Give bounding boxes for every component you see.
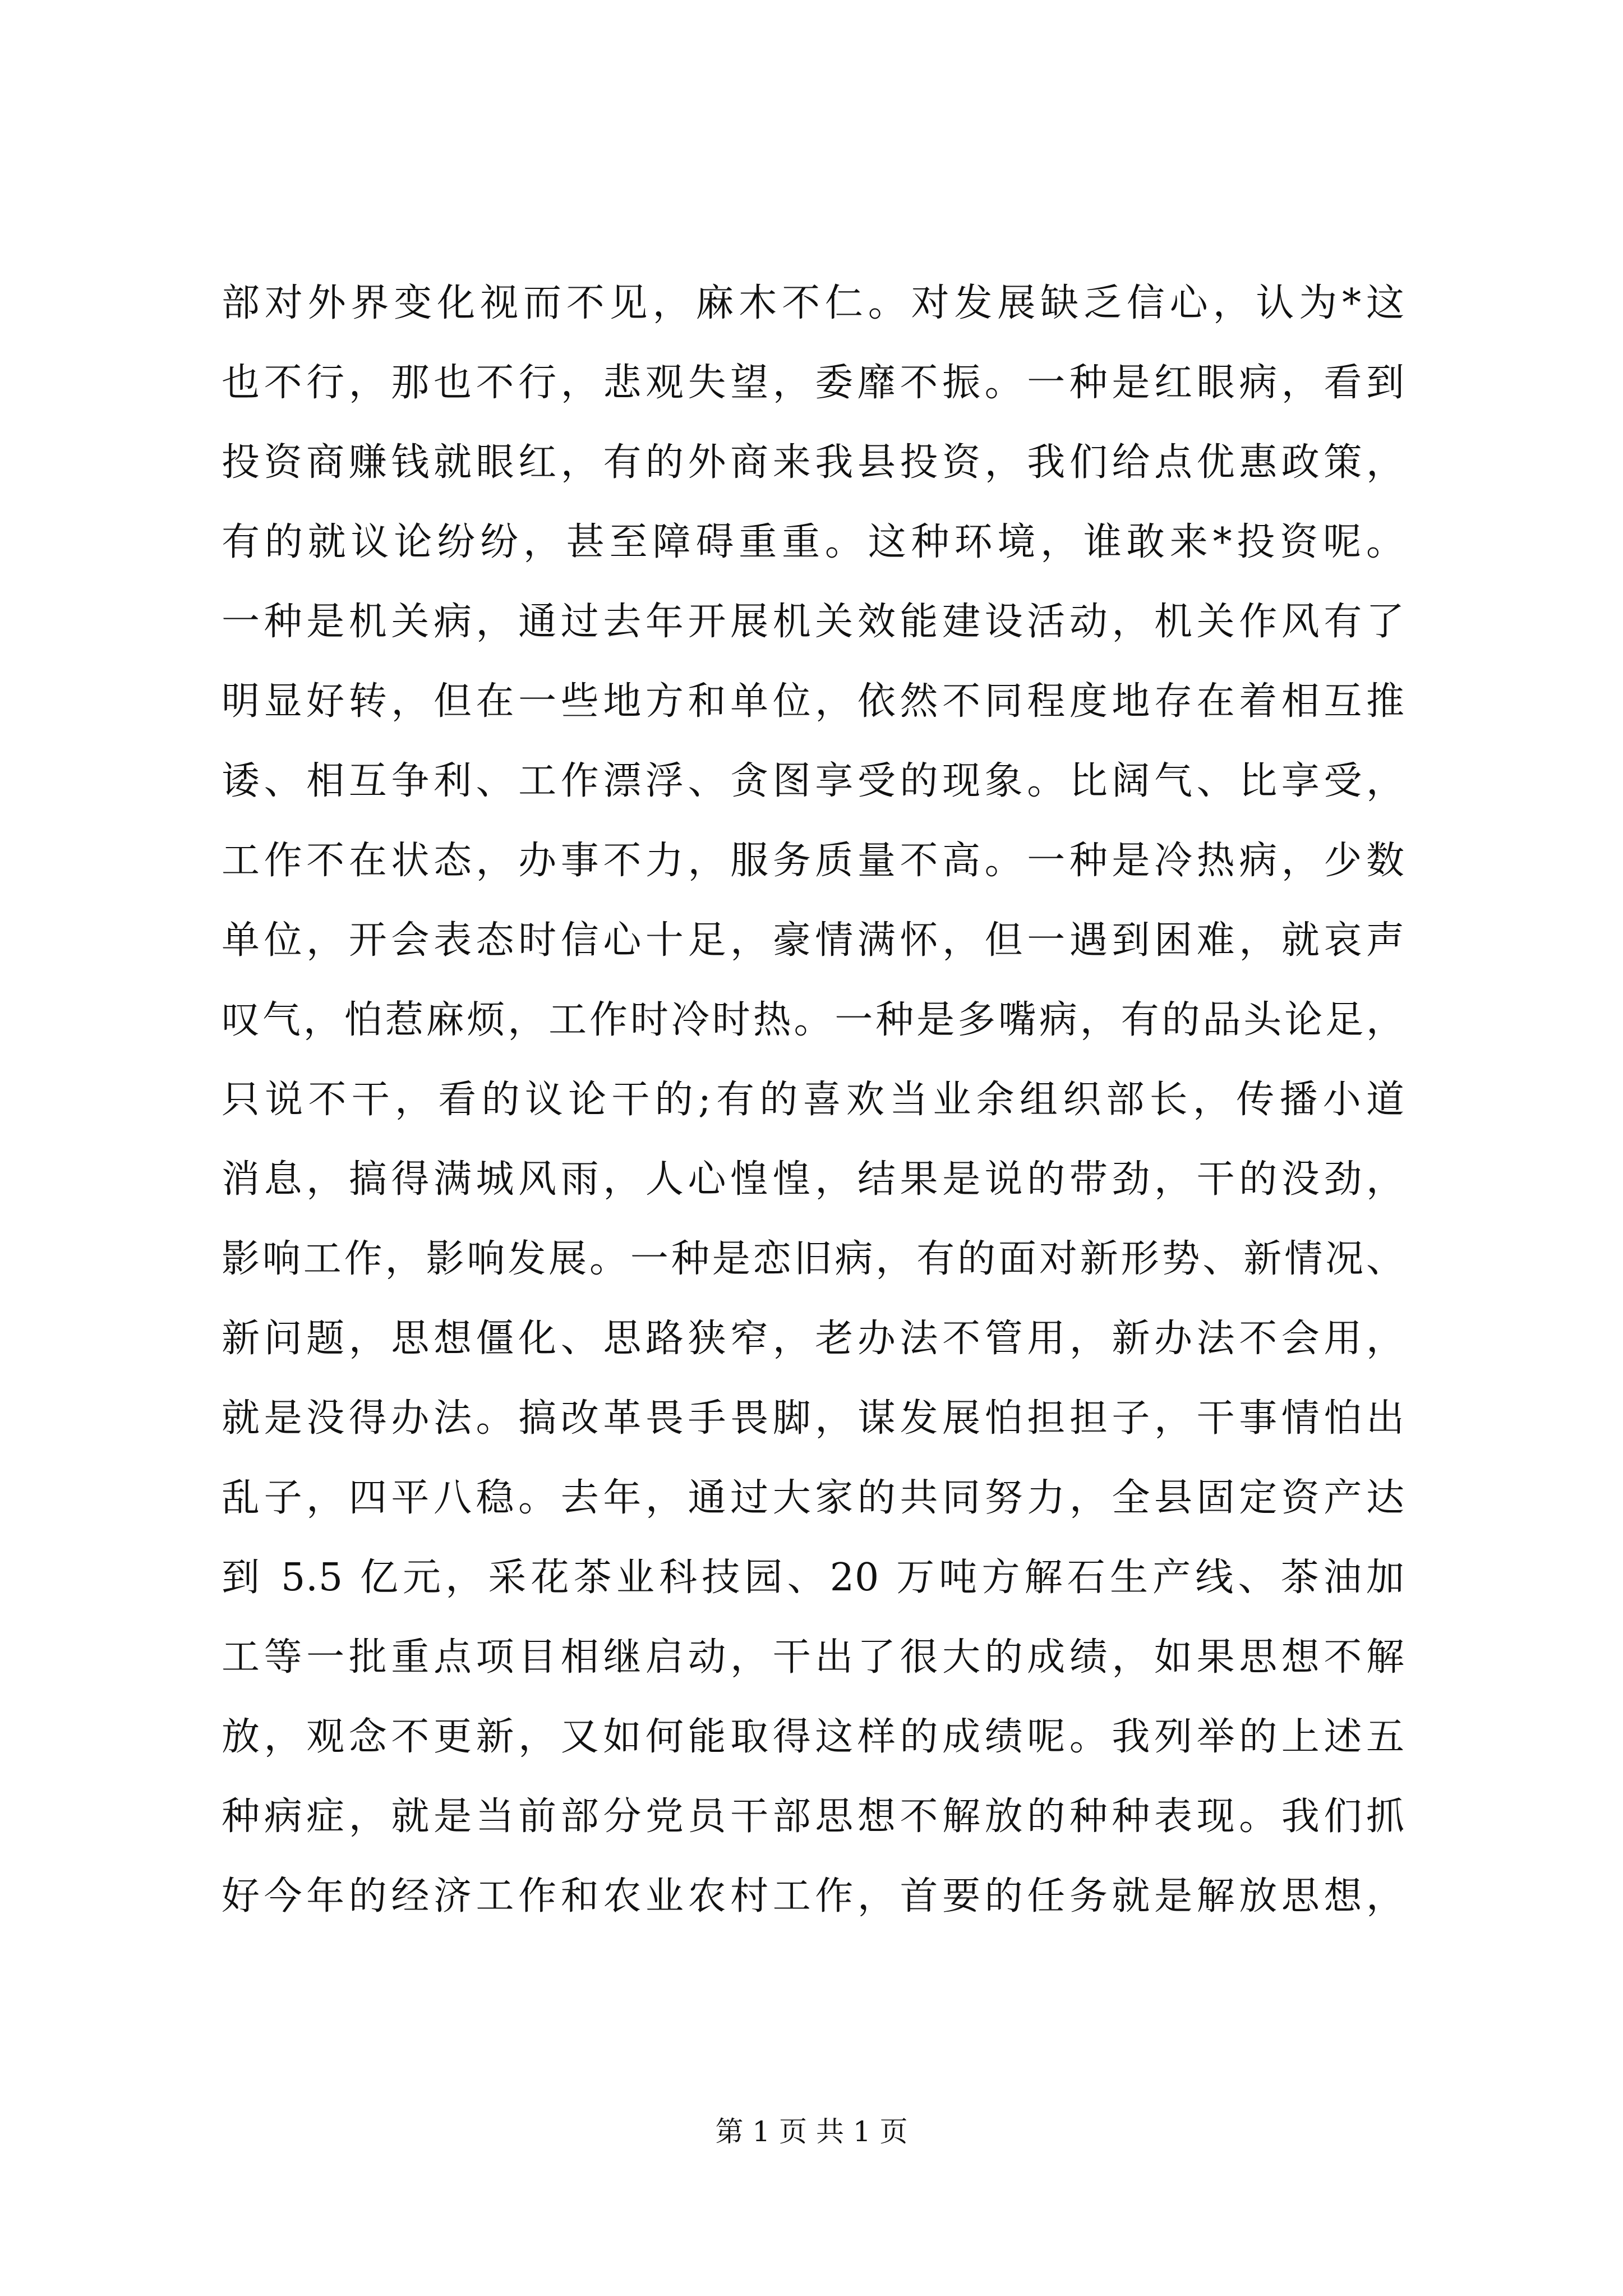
text-line: 单位，开会表态时信心十足，豪情满怀，但一遇到困难，就哀声 <box>222 918 1405 963</box>
text-line: 好今年的经济工作和农业农村工作，首要的任务就是解放思想， <box>222 1874 1405 1918</box>
text-line: 放，观念不更新，又如何能取得这样的成绩呢。我列举的上述五 <box>222 1715 1405 1759</box>
text-line: 叹气，怕惹麻烦，工作时冷时热。一种是多嘴病，有的品头论足， <box>222 998 1405 1042</box>
text-line: 影响工作，影响发展。一种是恋旧病，有的面对新形势、新情况、 <box>222 1237 1405 1281</box>
text-line: 就是没得办法。搞改革畏手畏脚，谋发展怕担担子，干事情怕出 <box>222 1396 1405 1441</box>
text-line: 一种是机关病，通过去年开展机关效能建设活动，机关作风有了 <box>222 600 1405 644</box>
text-line: 诿、相互争利、工作漂浮、贪图享受的现象。比阔气、比享受， <box>222 759 1405 803</box>
text-line: 到 5.5 亿元，采花茶业科技园、20 万吨方解石生产线、茶油加 <box>222 1556 1405 1600</box>
text-line: 投资商赚钱就眼红，有的外商来我县投资，我们给点优惠政策， <box>222 440 1405 485</box>
text-line: 消息，搞得满城风雨，人心惶惶，结果是说的带劲，干的没劲， <box>222 1157 1405 1202</box>
text-line: 也不行，那也不行，悲观失望，委靡不振。一种是红眼病，看到 <box>222 361 1405 405</box>
body-text <box>222 264 1405 1936</box>
text-line: 有的就议论纷纷，甚至障碍重重。这种环境，谁敢来*投资呢。 <box>222 520 1405 564</box>
text-line: 工作不在状态，办事不力，服务质量不高。一种是冷热病，少数 <box>222 839 1405 883</box>
text-line: 种病症，就是当前部分党员干部思想不解放的种种表现。我们抓 <box>222 1795 1405 1839</box>
text-line: 明显好转，但在一些地方和单位，依然不同程度地存在着相互推 <box>222 679 1405 724</box>
text-line: 只说不干，看的议论干的;有的喜欢当业余组织部长，传播小道 <box>222 1078 1405 1122</box>
page-footer: 第 1 页 共 1 页 <box>715 2115 908 2148</box>
text-line: 新问题，思想僵化、思路狭窄，老办法不管用，新办法不会用， <box>222 1317 1405 1361</box>
text-line: 乱子，四平八稳。去年，通过大家的共同努力，全县固定资产达 <box>222 1476 1405 1520</box>
text-line: 工等一批重点项目相继启动，干出了很大的成绩，如果思想不解 <box>222 1635 1405 1680</box>
text-line: 部对外界变化视而不见，麻木不仁。对发展缺乏信心，认为*这 <box>222 281 1405 325</box>
